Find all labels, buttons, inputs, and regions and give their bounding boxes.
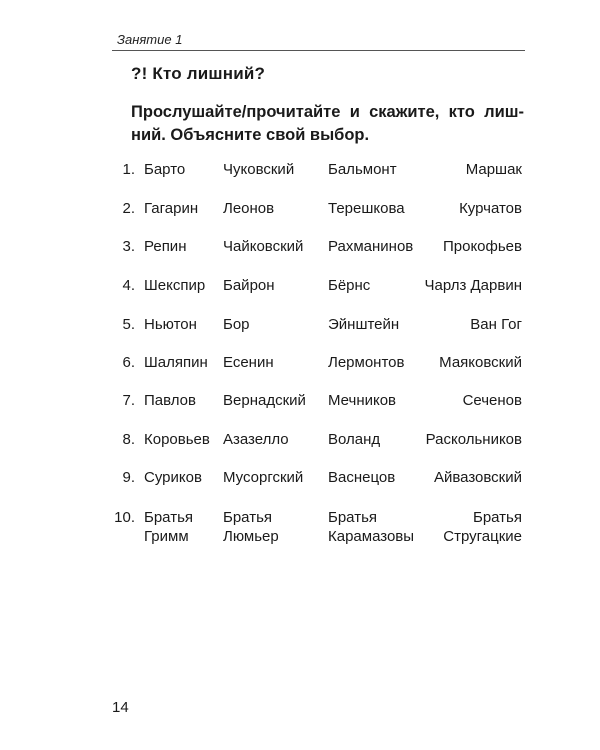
instruction-text	[131, 101, 524, 147]
item-number: 5.	[122, 316, 135, 333]
item-word-bottom: Стругацкие	[443, 528, 522, 545]
item-word-2: Чуковский	[223, 161, 295, 178]
item-word-4: Курчатов	[459, 200, 522, 217]
item-word-2: Азазелло	[223, 431, 289, 448]
item-word-top: Братья	[144, 509, 194, 526]
item-word-1	[144, 508, 193, 546]
item-word-1: Репин	[144, 238, 187, 255]
item-word-4: Айвазовский	[433, 469, 522, 486]
list-item-1	[0, 161, 600, 201]
item-word-4: Ван Гог	[470, 316, 522, 333]
item-number: 6.	[122, 354, 135, 371]
instruction-word: скажите,	[369, 103, 440, 121]
item-word-3	[328, 508, 414, 546]
instruction-word: и	[349, 103, 360, 121]
instruction-line-2: ний. Объясните свой выбор.	[131, 126, 370, 144]
item-word-3: Бальмонт	[328, 161, 397, 178]
item-word-bottom: Карамазовы	[328, 528, 415, 545]
instruction-word: лиш-	[484, 103, 524, 121]
item-word-2	[223, 508, 279, 546]
section-heading: ?! Кто лишний?	[131, 64, 266, 83]
item-number: 10.	[114, 509, 135, 526]
item-word-2: Мусоргский	[223, 469, 304, 486]
item-word-1: Ньютон	[144, 316, 197, 333]
instruction-line-1	[131, 101, 524, 124]
item-number: 7.	[122, 392, 135, 409]
item-word-3: Рахманинов	[328, 238, 414, 255]
item-word-bottom: Люмьер	[223, 528, 279, 545]
item-number: 9.	[122, 469, 135, 486]
item-word-3: Васнецов	[328, 469, 396, 486]
list-item-2	[0, 200, 600, 240]
item-number: 8.	[122, 431, 135, 448]
item-word-2: Чайковский	[223, 238, 304, 255]
item-word-3: Бёрнс	[328, 277, 371, 294]
list-item-4	[0, 277, 600, 317]
item-word-4: Прокофьев	[442, 238, 522, 255]
item-number: 4.	[122, 277, 135, 294]
item-number: 1.	[122, 161, 135, 178]
item-word-2: Вернадский	[223, 392, 306, 409]
instruction-word: Прослушайте/прочитайте	[131, 103, 341, 121]
item-word-top: Братья	[223, 509, 273, 526]
item-number: 3.	[122, 238, 135, 255]
list-item-6	[0, 354, 600, 394]
item-word-top: Братья	[472, 509, 522, 526]
item-word-2: Бор	[223, 316, 250, 333]
item-word-2: Байрон	[223, 277, 275, 294]
item-number: 2.	[122, 200, 135, 217]
instruction-word: кто	[448, 103, 475, 121]
item-word-1: Гагарин	[144, 200, 199, 217]
item-word-3: Эйнштейн	[328, 316, 400, 333]
page-number: 14	[112, 699, 129, 716]
item-word-2: Есенин	[223, 354, 274, 371]
item-word-3: Мечников	[328, 392, 397, 409]
item-word-1: Шекспир	[144, 277, 206, 294]
item-word-4: Маршак	[465, 161, 522, 178]
item-word-1: Суриков	[144, 469, 202, 486]
item-word-4: Раскольников	[425, 431, 522, 448]
list-item-10	[0, 508, 600, 552]
item-word-top: Братья	[328, 509, 378, 526]
list-item-3	[0, 238, 600, 278]
lesson-title: Занятие 1	[117, 32, 183, 47]
item-word-2: Леонов	[223, 200, 275, 217]
list-item-8	[0, 431, 600, 471]
item-word-1: Барто	[144, 161, 186, 178]
item-word-bottom: Гримм	[144, 528, 189, 545]
item-word-4: Маяковский	[439, 354, 522, 371]
item-word-1: Шаляпин	[144, 354, 208, 371]
list-item-9	[0, 469, 600, 509]
list-item-7	[0, 392, 600, 432]
item-word-3: Терешкова	[328, 200, 405, 217]
item-word-4: Сеченов	[462, 392, 522, 409]
item-word-4: Чарлз Дарвин	[424, 277, 522, 294]
list-item-5	[0, 316, 600, 356]
header-divider	[112, 50, 525, 51]
item-word-1: Павлов	[144, 392, 196, 409]
item-word-3: Лермонтов	[328, 354, 405, 371]
item-word-3: Воланд	[328, 431, 381, 448]
item-word-4	[443, 508, 522, 546]
item-word-1: Коровьев	[144, 431, 210, 448]
